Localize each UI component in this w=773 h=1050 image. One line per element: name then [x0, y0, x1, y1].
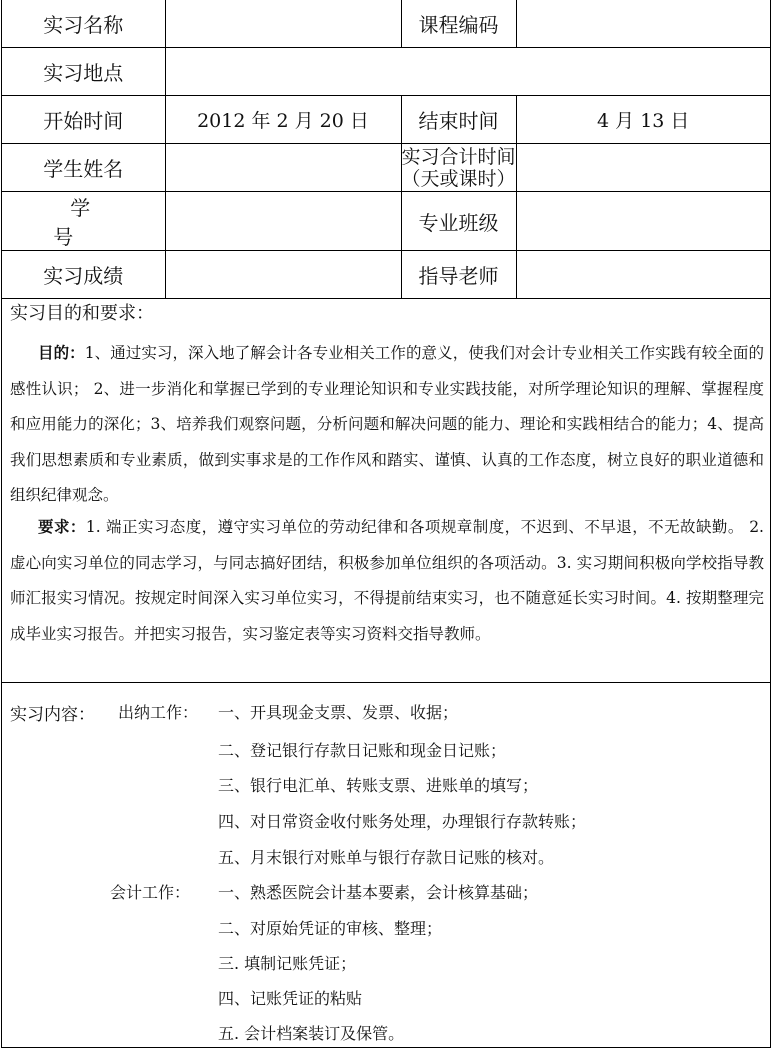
total-time-label-line2: （天或课时） [401, 167, 516, 190]
info-row-name [2, 0, 770, 48]
info-row-id [2, 192, 770, 251]
info-row-student [2, 144, 770, 192]
accounting-item: 四、记账凭证的粘贴 [218, 989, 363, 1008]
accounting-label: 会计工作： [110, 883, 191, 902]
report-sheet [1, 0, 771, 1048]
cashier-item: 四、对日常资金收付账务处理，办理银行存款转账； [218, 812, 587, 831]
cashier-item: 二、登记银行存款日记账和现金日记账； [218, 741, 507, 760]
accounting-item: 一、熟悉医院会计基本要素，会计核算基础； [218, 883, 539, 902]
internship-name-label: 实习名称 [2, 0, 165, 48]
accounting-item: 三. 填制记账凭证； [218, 954, 357, 973]
total-time-value [516, 144, 770, 192]
internship-location-label: 实习地点 [2, 48, 165, 96]
total-time-label [401, 144, 516, 192]
student-id-label [2, 192, 165, 251]
cashier-item: 一、开具现金支票、发票、收据； [218, 703, 459, 722]
purpose-lead: 目的： [38, 343, 85, 362]
purpose-paragraph [10, 335, 764, 514]
student-name-label: 学生姓名 [2, 144, 165, 192]
cashier-item: 五、月末银行对账单与银行存款日记账的核对。 [218, 848, 555, 867]
course-code-value [516, 0, 770, 48]
requirements-text: 1. 端正实习态度，遵守实习单位的劳动纪律和各项规章制度，不迟到、不早退，不无故缺勤。 2. 虚心向实习单位的同志学习，与同志搞好团结，积极参加单位组织的各项活动。3. 实习期间积极向学校指导教师汇报实习情况。按规定时间深入实习单位实习，不得提前结束实习，也不随意延长实习时间。4. 按期整理完成毕业实习报告。并把实习报告，实习鉴定表等实习资料交指导教师。 [10, 518, 764, 643]
cashier-item: 三、银行电汇单、转账支票、进账单的填写； [218, 776, 539, 795]
content-title: 实习内容： [10, 705, 95, 725]
start-time-label: 开始时间 [2, 96, 165, 144]
class-value [516, 192, 770, 251]
grade-label: 实习成绩 [2, 251, 165, 299]
purpose-text: 1、通过实习，深入地了解会计各专业相关工作的意义，使我们对会计专业相关工作实践有较全面的感性认识； 2、进一步消化和掌握已学到的专业理论知识和专业实践技能，对所学理论知识的理解、掌握程度和应用能力的深化；3、培养我们观察问题，分析问题和解决问题的能力、理论和实践相结合的能力；4、提高我们思想素质和专业素质，做到实事求是的工作作风和踏实、谨慎、认真的工作态度，树立良好的职业道德和组织纪律观念。 [10, 344, 764, 504]
end-time-value: 4 月 13 日 [516, 96, 770, 144]
total-time-label-line1: 实习合计时间 [401, 145, 516, 168]
course-code-label: 课程编码 [401, 0, 516, 48]
info-row-dates [2, 96, 770, 144]
internship-name-value [165, 0, 401, 48]
info-table [2, 0, 770, 299]
requirements-paragraph [10, 509, 764, 652]
info-row-location [2, 48, 770, 96]
cashier-label: 出纳工作： [118, 703, 199, 722]
content-section [2, 684, 770, 1048]
goals-title: 实习目的和要求： [10, 303, 154, 324]
end-time-label: 结束时间 [401, 96, 516, 144]
accounting-item: 五. 会计档案装订及保管。 [218, 1024, 405, 1043]
student-id-label-text: 学 号 [53, 196, 131, 249]
internship-location-value [165, 48, 770, 96]
requirements-lead: 要求： [38, 517, 86, 536]
student-name-value [165, 144, 401, 192]
accounting-item: 二、对原始凭证的审核、整理； [218, 919, 443, 938]
student-id-value [165, 192, 401, 251]
advisor-label: 指导老师 [401, 251, 516, 299]
goals-section [2, 287, 770, 683]
start-time-value: 2012 年 2 月 20 日 [165, 96, 401, 144]
class-label: 专业班级 [401, 192, 516, 251]
